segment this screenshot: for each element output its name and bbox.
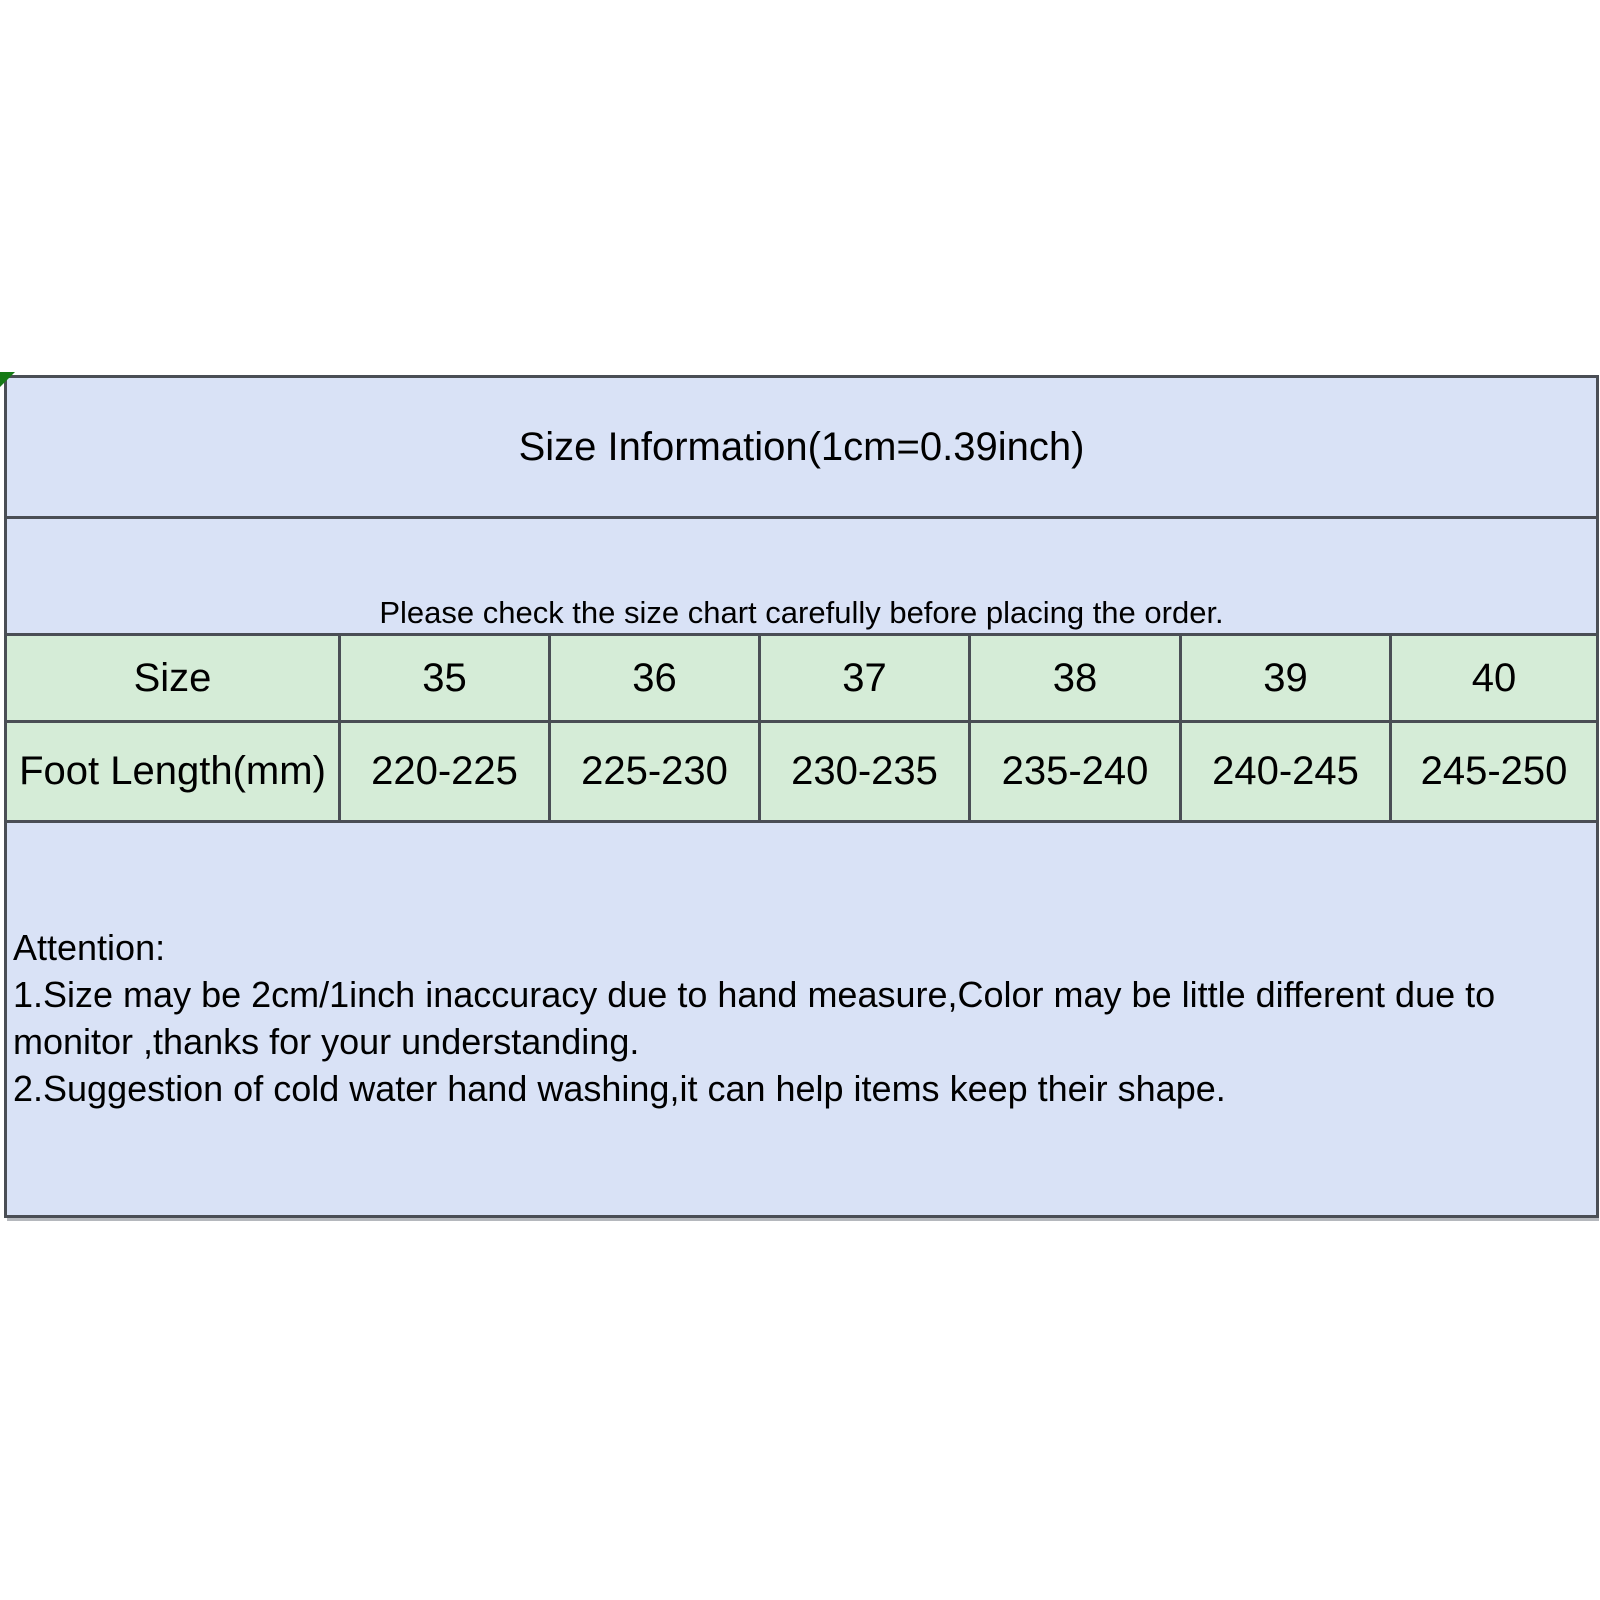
foot-length-value-cell: 240-245 xyxy=(1181,722,1391,822)
foot-length-value-cell: 220-225 xyxy=(340,722,550,822)
size-value-cell: 38 xyxy=(970,635,1181,722)
size-information-table xyxy=(4,375,1599,1218)
attention-section xyxy=(6,822,1598,1217)
foot-length-value-cell: 245-250 xyxy=(1391,722,1598,822)
foot-length-value-cell: 230-235 xyxy=(760,722,970,822)
attention-note: 2.Suggestion of cold water hand washing,it can help items keep their shape. xyxy=(13,1067,1226,1109)
foot-length-row-label: Foot Length(mm) xyxy=(6,722,340,822)
size-value-cell: 36 xyxy=(550,635,760,722)
size-value-cell: 40 xyxy=(1391,635,1598,722)
size-value-cell: 37 xyxy=(760,635,970,722)
size-chart-notice: Please check the size chart carefully before placing the order. xyxy=(6,518,1598,635)
corner-marker-icon xyxy=(0,372,15,387)
foot-length-value-cell: 225-230 xyxy=(550,722,760,822)
foot-length-value-cell: 235-240 xyxy=(970,722,1181,822)
attention-heading: Attention: xyxy=(13,927,166,969)
attention-note: 1.Size may be 2cm/1inch inaccuracy due to hand measure,Color may be little different due to monitor ,thanks for your understanding. xyxy=(13,974,1496,1062)
size-value-cell: 39 xyxy=(1181,635,1391,722)
size-chart-table xyxy=(4,375,1596,1218)
size-value-cell: 35 xyxy=(340,635,550,722)
size-row-label: Size xyxy=(6,635,340,722)
size-chart-title: Size Information(1cm=0.39inch) xyxy=(6,377,1598,518)
